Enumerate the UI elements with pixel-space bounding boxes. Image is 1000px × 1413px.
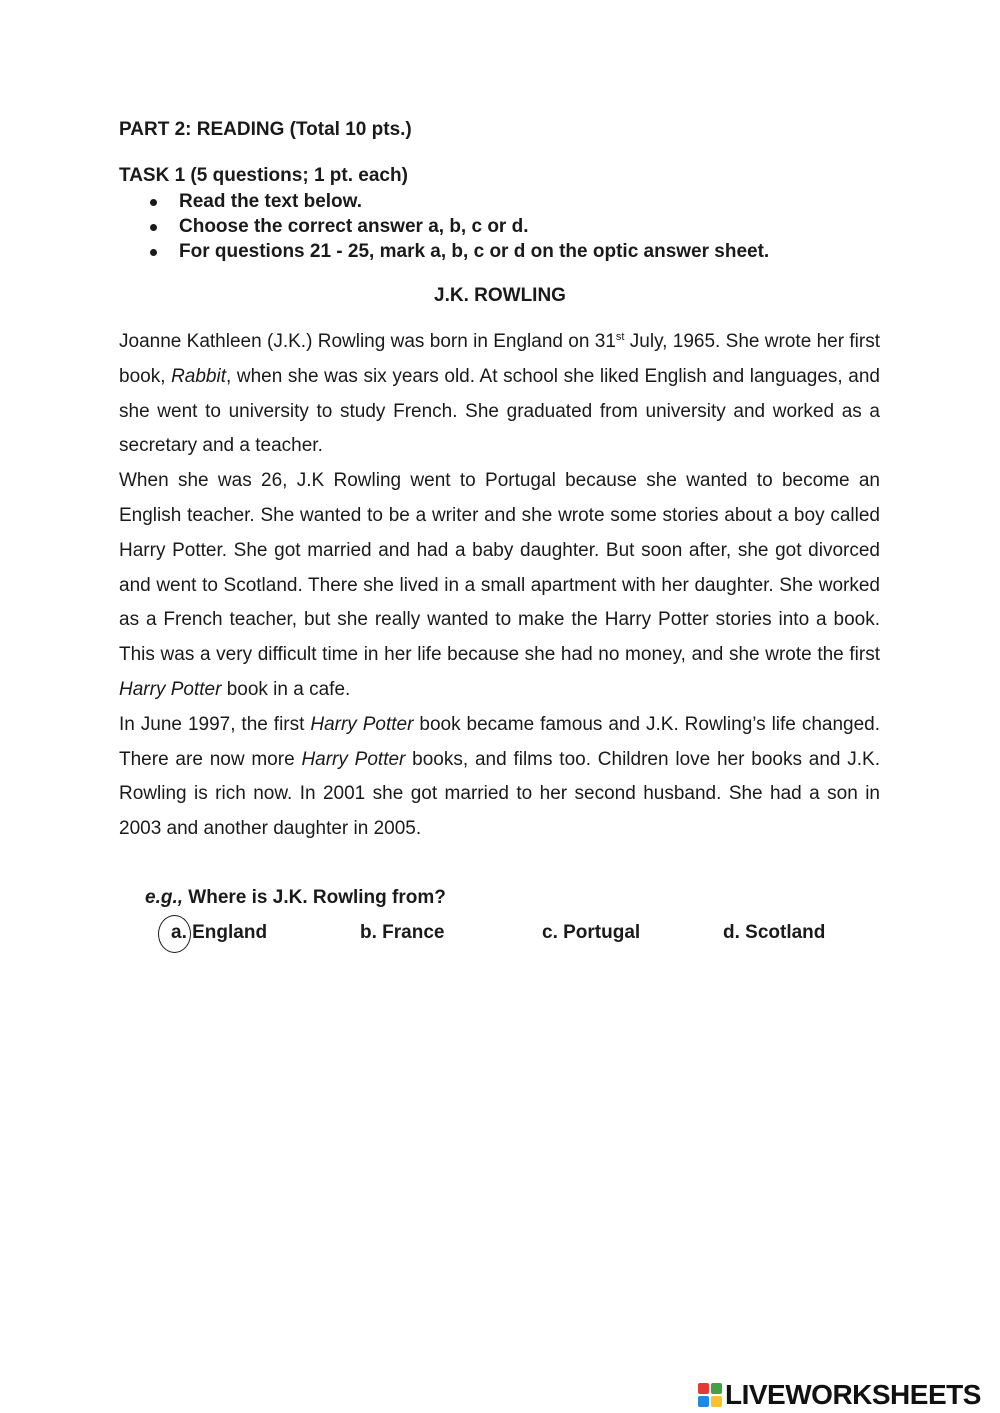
passage-text: books, and films too. Children love her books and J.K. Rowling is rich now. In 2001 she got married to her second husband. She had a son in 2003 and another daughter in 2005.: [119, 748, 880, 840]
instruction-item: [150, 189, 769, 214]
ordinal-suffix: st: [615, 331, 625, 343]
passage-paragraph-2: [119, 464, 880, 708]
task-heading: TASK 1 (5 questions; 1 pt. each): [119, 165, 408, 186]
passage-text: , when she was six years old. At school she liked English and languages, and she went to university to study French. She graduated from university and worked as a secretary and a teacher.: [119, 365, 880, 457]
example-question: [145, 887, 446, 909]
passage-paragraph-3: [119, 708, 880, 847]
passage-text: July, 1965. She wrote her first book,: [119, 331, 880, 387]
book-title: Harry Potter: [301, 748, 406, 770]
instruction-text: Choose the correct answer a, b, c or d.: [179, 216, 529, 237]
passage-text: book became famous and J.K. Rowling’s life changed. There are now more: [119, 713, 880, 770]
passage-text: book in a cafe.: [221, 678, 351, 700]
part-heading: PART 2: READING (Total 10 pts.): [119, 119, 412, 140]
reading-passage: [119, 325, 880, 847]
logo-square: [698, 1396, 709, 1407]
passage-text: When she was 26, J.K Rowling went to Portugal because she wanted to become an English teacher. She wanted to be a writer and she wrote some stories about a boy called Harry Potter. She got married and had a baby daughter. But soon after, she got divorced and went to Scotland. There she lived in a small apartment with her daughter. She worked as a French teacher, but she really wanted to make the Harry Potter stories into a book. This was a very difficult time in her life because she had no money, and she wrote the first: [119, 470, 880, 666]
book-title: Rabbit: [171, 365, 226, 387]
option-c: c. Portugal: [542, 922, 641, 943]
logo-mark-icon: [698, 1383, 722, 1407]
option-d: d. Scotland: [723, 922, 826, 943]
option-b: b. France: [360, 922, 445, 943]
example-question-text: Where is J.K. Rowling from?: [183, 887, 446, 908]
logo-square: [711, 1383, 722, 1394]
reading-title: J.K. ROWLING: [434, 285, 566, 306]
instruction-text: For questions 21 - 25, mark a, b, c or d on the optic answer sheet.: [179, 241, 770, 262]
logo-square: [698, 1383, 709, 1394]
passage-text: In June 1997, the first: [119, 713, 311, 735]
instruction-item: [150, 214, 769, 239]
logo-text: LIVEWORKSHEETS: [725, 1379, 981, 1410]
instructions-list: [150, 189, 769, 264]
bullet-icon: [150, 199, 157, 206]
bullet-icon: [150, 224, 157, 231]
liveworksheets-logo: [698, 1380, 981, 1410]
book-title: Harry Potter: [310, 713, 414, 735]
passage-text: Joanne Kathleen (J.K.) Rowling was born in England on 31: [119, 331, 616, 352]
book-title: Harry Potter: [119, 678, 222, 700]
option-a: a. England: [171, 922, 268, 943]
logo-square: [711, 1396, 722, 1407]
instruction-text: Read the text below.: [179, 191, 362, 212]
bullet-icon: [150, 249, 157, 256]
instruction-item: [150, 239, 769, 264]
passage-paragraph-1: [119, 325, 880, 464]
example-prefix: e.g.,: [145, 887, 184, 908]
